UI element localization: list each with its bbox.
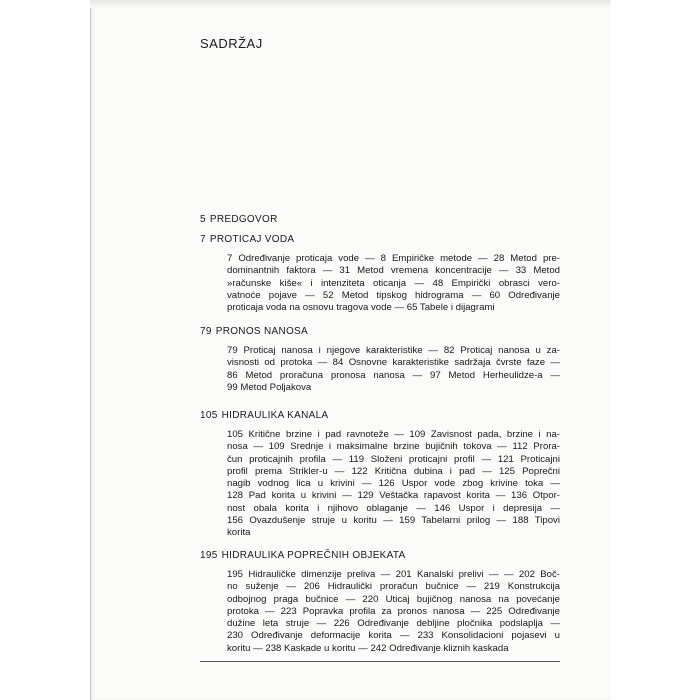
toc-section-proticaj-voda xyxy=(200,234,570,314)
toc-entry-line: 7 Određivanje proticaja vode — 8 Empiričke metode — 28 Metod pre- xyxy=(227,253,560,264)
toc-section-heading xyxy=(200,326,570,337)
toc-section-entries xyxy=(227,429,560,540)
toc-section-predgovor xyxy=(200,214,570,225)
toc-section-title: PRONOS NANOSA xyxy=(215,326,308,337)
toc-section-entries xyxy=(227,345,560,394)
scan-margin-right xyxy=(611,0,700,700)
toc-section-heading xyxy=(200,550,570,561)
toc-section-page-number: 7 xyxy=(200,234,206,245)
toc-entry-line: odbojnog praga bučnice — 220 Uticaj bujičnog nanosa na povećanje xyxy=(227,593,560,605)
toc-section-heading xyxy=(200,410,570,421)
toc-section-title: PROTICAJ VODA xyxy=(209,234,295,245)
toc-entry-line: korita xyxy=(227,527,251,539)
toc-entry-line: 86 Metod proračuna pronosa nanosa — 97 Metod Herheulidze-a — xyxy=(227,369,560,381)
toc-entry-line: 195 Hidrauličke dimenzije preliva — 201 Kanalski prelivi — — 202 Boč- xyxy=(227,569,560,580)
toc-section-page-number: 79 xyxy=(200,326,212,337)
toc-entry-line: visnosti od protoka — 84 Osnovne karakteristike sadržaja čvrste faze — xyxy=(227,357,560,369)
toc-entry-line: nost obala korita i njihovo oblaganje — 146 Uspor i depresija — xyxy=(227,502,560,514)
toc-entry-line: koritu — 238 Kaskade u koritu — 242 Određivanje kliznih kaskada xyxy=(227,642,509,654)
toc-entry-line: 79 Proticaj nanosa i njegove karakteristike — 82 Proticaj nanosa u za- xyxy=(227,345,560,356)
toc-entry-line: 105 Kritične brzine i pad ravnoteže — 109 Zavisnost pada, brzine i na- xyxy=(227,429,560,440)
toc-entry-line: čun proticajnih profila — 119 Složeni proticajni profil — 121 Proticajni xyxy=(227,453,560,465)
toc-entry-line: 230 Određivanje deformacije korita — 233 Konsolidacioni pojasevi u xyxy=(227,630,560,642)
toc-section-pronos-nanosa xyxy=(200,326,570,394)
toc-entry-line: profil prema Strikler-u — 122 Kritična dubina i pad — 125 Poprečni xyxy=(227,465,560,477)
toc-entry-line: protoka — 223 Popravka profila za pronos nanosa — 225 Određivanje xyxy=(227,605,560,617)
toc-section-page-number: 5 xyxy=(200,214,206,225)
toc-entry-line: dužine leta struje — 226 Određivanje debljine pločnika podslaplja — xyxy=(227,618,560,630)
toc-section-heading xyxy=(200,234,570,245)
toc-entry-line: 99 Metod Poljakova xyxy=(227,381,312,393)
toc-entry-line: no suženje — 206 Hidraulički proračun bučnice — 219 Konstrukcija xyxy=(227,581,560,593)
toc-entry-line: 128 Pad korita u krivini — 129 Veštačka rapavost korita — 136 Otpor- xyxy=(227,490,560,502)
scan-margin-left xyxy=(0,0,90,700)
bottom-divider xyxy=(200,661,560,662)
toc-entry-line: dominantnih faktora — 31 Metod vremena koncentracije — 33 Metod xyxy=(227,265,560,277)
toc-entry-line: »računske kiše« i intenziteta oticanja — 48 Empirički obrasci vero- xyxy=(227,277,560,289)
toc-section-title: HIDRAULIKA KANALA xyxy=(221,410,329,421)
toc-section-heading xyxy=(200,214,570,225)
toc-entry-line: nosa — 109 Srednje i maksimalne brzine bujičnih tokova — 112 Prora- xyxy=(227,441,560,453)
page-title: SADRŽAJ xyxy=(200,36,263,51)
toc-section-hidraulika-poprecnih-objekata xyxy=(200,550,570,655)
page-top-edge xyxy=(90,0,610,8)
toc-entry-line: proticaja voda na osnovu tragova vode — 65 Tabele i dijagrami xyxy=(227,302,495,314)
toc-section-title: HIDRAULIKA POPREČNIH OBJEKATA xyxy=(221,550,406,561)
toc-section-entries xyxy=(227,253,560,314)
toc-entry-line: vatnoće pojave — 52 Metod tipskog hidrograma — 60 Određivanje xyxy=(227,289,560,301)
toc-section-page-number: 105 xyxy=(200,410,218,421)
toc-entry-line: nagib vodnog lica u krivini — 126 Uspor vode zbog krivine toka — xyxy=(227,478,560,490)
toc-entry-line: 156 Ovazdušenje struje u koritu — 159 Tabelarni prilog — 188 Tipovi xyxy=(227,515,560,527)
toc-section-hidraulika-kanala xyxy=(200,410,570,540)
toc-section-title: PREDGOVOR xyxy=(209,214,278,225)
toc-section-entries xyxy=(227,569,560,655)
toc-section-page-number: 195 xyxy=(200,550,218,561)
